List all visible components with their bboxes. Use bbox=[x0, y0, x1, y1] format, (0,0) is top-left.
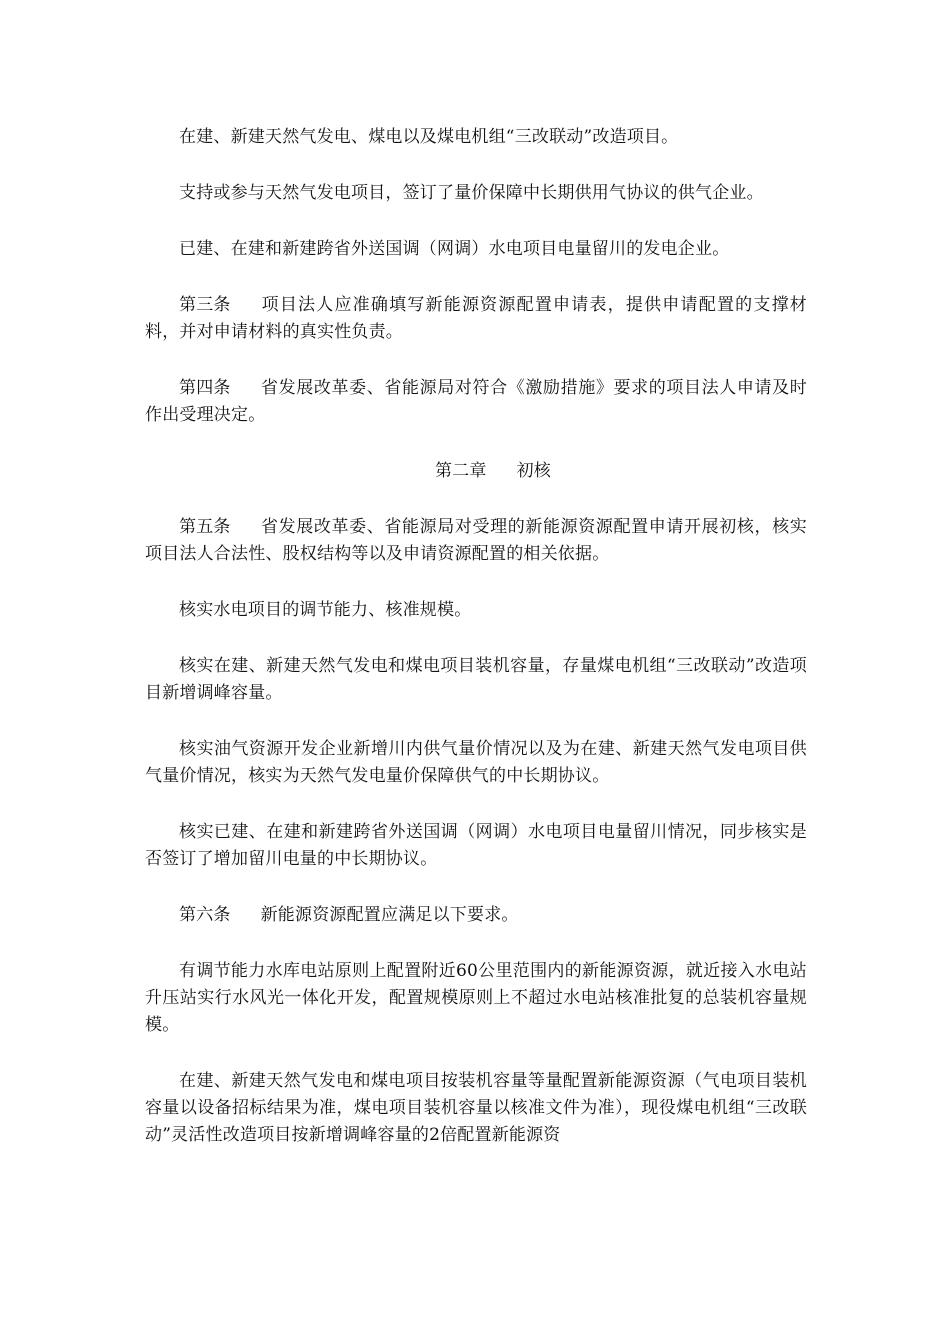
paragraph-gas-coal-projects: 在建、新建天然气发电、煤电以及煤电机组“三改联动”改造项目。 bbox=[179, 127, 679, 147]
article-5-text: 省发展改革委、省能源局对受理的新能源资源配置申请开展初核，核实项目法人合法性、股权结构等以及申请资源配置的相关依据。 bbox=[145, 517, 807, 564]
paragraph-verify-hydro-retention: 核实已建、在建和新建跨省外送国调（网调）水电项目电量留川情况，同步核实是否签订了增加留川电量的中长期协议。 bbox=[145, 822, 807, 869]
paragraph-verify-hydro: 核实水电项目的调节能力、核准规模。 bbox=[179, 600, 472, 620]
article-4 bbox=[145, 375, 807, 429]
chapter-heading bbox=[145, 458, 807, 485]
paragraph-hydro-power-retention: 已建、在建和新建跨省外送国调（网调）水电项目电量留川的发电企业。 bbox=[179, 239, 730, 259]
article-6 bbox=[145, 902, 807, 929]
article-3-label: 第三条 bbox=[179, 295, 231, 315]
article-5 bbox=[145, 514, 807, 568]
paragraph-gas-suppliers: 支持或参与天然气发电项目，签订了量价保障中长期供用气协议的供气企业。 bbox=[179, 183, 764, 203]
chapter-number: 第二章 bbox=[434, 461, 487, 481]
article-4-label: 第四条 bbox=[179, 378, 231, 398]
article-3 bbox=[145, 292, 807, 346]
chapter-title: 初核 bbox=[516, 461, 551, 481]
paragraph-verify-capacity: 核实在建、新建天然气发电和煤电项目装机容量，存量煤电机组“三改联动”改造项目新增调峰容量。 bbox=[145, 656, 807, 703]
paragraph-reservoir-allocation: 有调节能力水库电站原则上配置附近60公里范围内的新能源资源，就近接入水电站升压站实行水风光一体化开发，配置规模原则上不超过水电站核准批复的总装机容量规模。 bbox=[145, 961, 807, 1035]
article-6-text: 新能源资源配置应满足以下要求。 bbox=[260, 905, 519, 925]
paragraph-verify-gas-supply: 核实油气资源开发企业新增川内供气量价情况以及为在建、新建天然气发电项目供气量价情况，核实为天然气发电量价保障供气的中长期协议。 bbox=[145, 739, 807, 786]
article-5-label: 第五条 bbox=[179, 517, 231, 537]
paragraph-thermal-allocation: 在建、新建天然气发电和煤电项目按装机容量等量配置新能源资源（气电项目装机容量以设备招标结果为准，煤电项目装机容量以核准文件为准），现役煤电机组“三改联动”灵活性改造项目按新增调峰容量的2倍配置新能源资 bbox=[145, 1071, 807, 1145]
document-body bbox=[145, 124, 807, 1149]
article-3-text: 项目法人应准确填写新能源资源配置申请表，提供申请配置的支撑材料，并对申请材料的真实性负责。 bbox=[145, 295, 807, 342]
article-6-label: 第六条 bbox=[179, 905, 231, 925]
article-4-text: 省发展改革委、省能源局对符合《激励措施》要求的项目法人申请及时作出受理决定。 bbox=[145, 378, 807, 425]
